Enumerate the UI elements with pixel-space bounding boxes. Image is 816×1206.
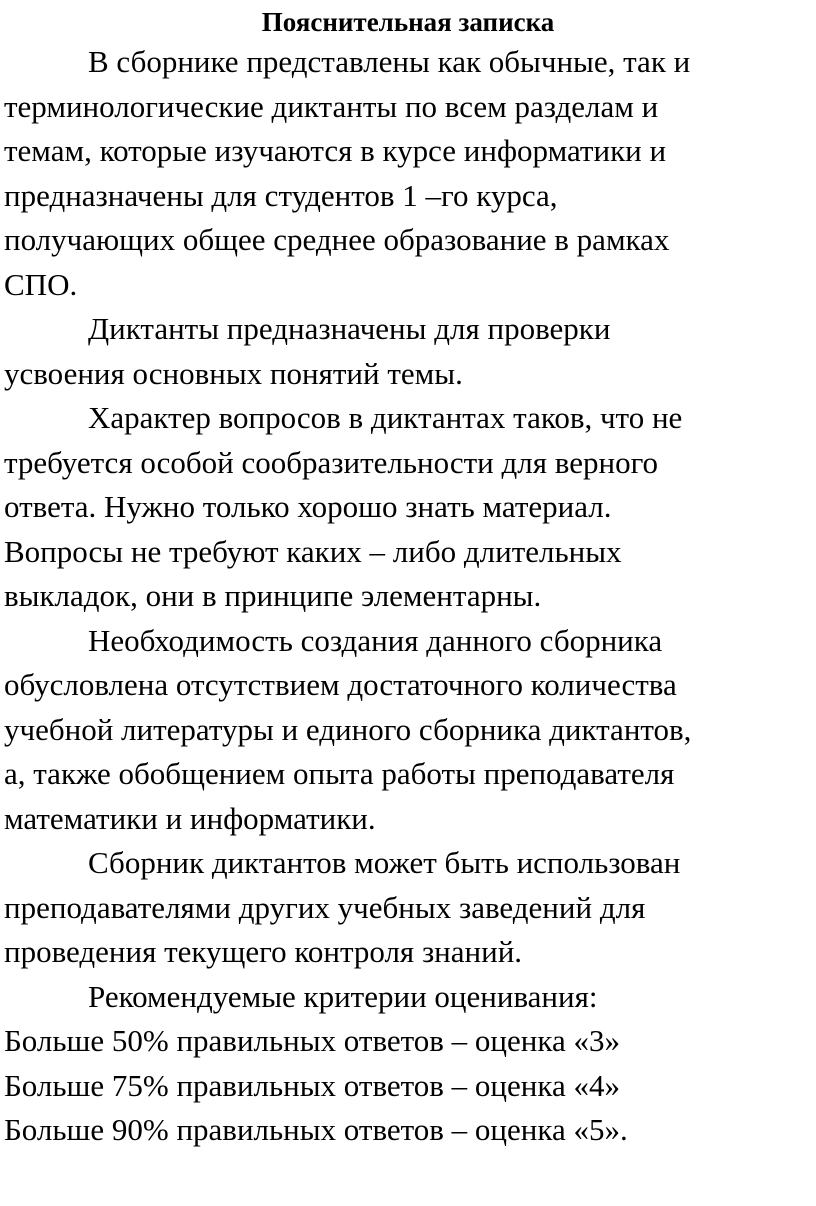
text-line: Сборник диктантов может быть использован: [88, 845, 681, 880]
text-line: выкладок, они в принципе элементарны.: [4, 578, 542, 613]
text-line: учебной литературы и единого сборника диктантов,: [4, 711, 692, 747]
text-line: В сборнике представлены как обычные, так и: [88, 44, 691, 79]
text-line: ответа. Нужно только хорошо знать материал.: [4, 489, 612, 524]
text-line: терминологические диктанты по всем разделам и: [4, 88, 659, 124]
text-line: Вопросы не требуют каких – либо длительных: [4, 533, 622, 569]
text-line: Диктанты предназначены для проверки: [88, 311, 611, 346]
text-line: требуется особой сообразительности для верного: [4, 444, 659, 480]
text-line: Больше 75% правильных ответов – оценка «4»: [4, 1067, 620, 1103]
text-line: получающих общее среднее образование в рамках: [4, 222, 670, 257]
text-line: темам, которые изучаются в курсе информатики и: [4, 133, 667, 168]
text-line: Рекомендуемые критерии оценивания:: [88, 978, 598, 1014]
text-line: усвоения основных понятий темы.: [4, 355, 463, 391]
text-line: Характер вопросов в диктантах таков, что не: [88, 400, 683, 435]
text-line: Больше 50% правильных ответов – оценка «3»: [4, 1023, 620, 1058]
text-line: СПО.: [4, 266, 78, 302]
text-line: Необходимость создания данного сборника: [88, 622, 663, 658]
text-line: преподавателями других учебных заведений для: [4, 889, 646, 925]
page-title: Пояснительная записка: [261, 7, 555, 37]
text-line: проведения текущего контроля знаний.: [4, 934, 523, 969]
text-line: а, также обобщением опыта работы преподавателя: [4, 756, 675, 791]
text-line: обусловлена отсутствием достаточного количества: [4, 667, 677, 702]
text-line: предназначены для студентов 1 –го курса,: [4, 177, 558, 213]
document-body: [4, 40, 810, 1153]
text-line: Больше 90% правильных ответов – оценка «5».: [4, 1112, 628, 1147]
text-line: математики и информатики.: [4, 800, 376, 836]
